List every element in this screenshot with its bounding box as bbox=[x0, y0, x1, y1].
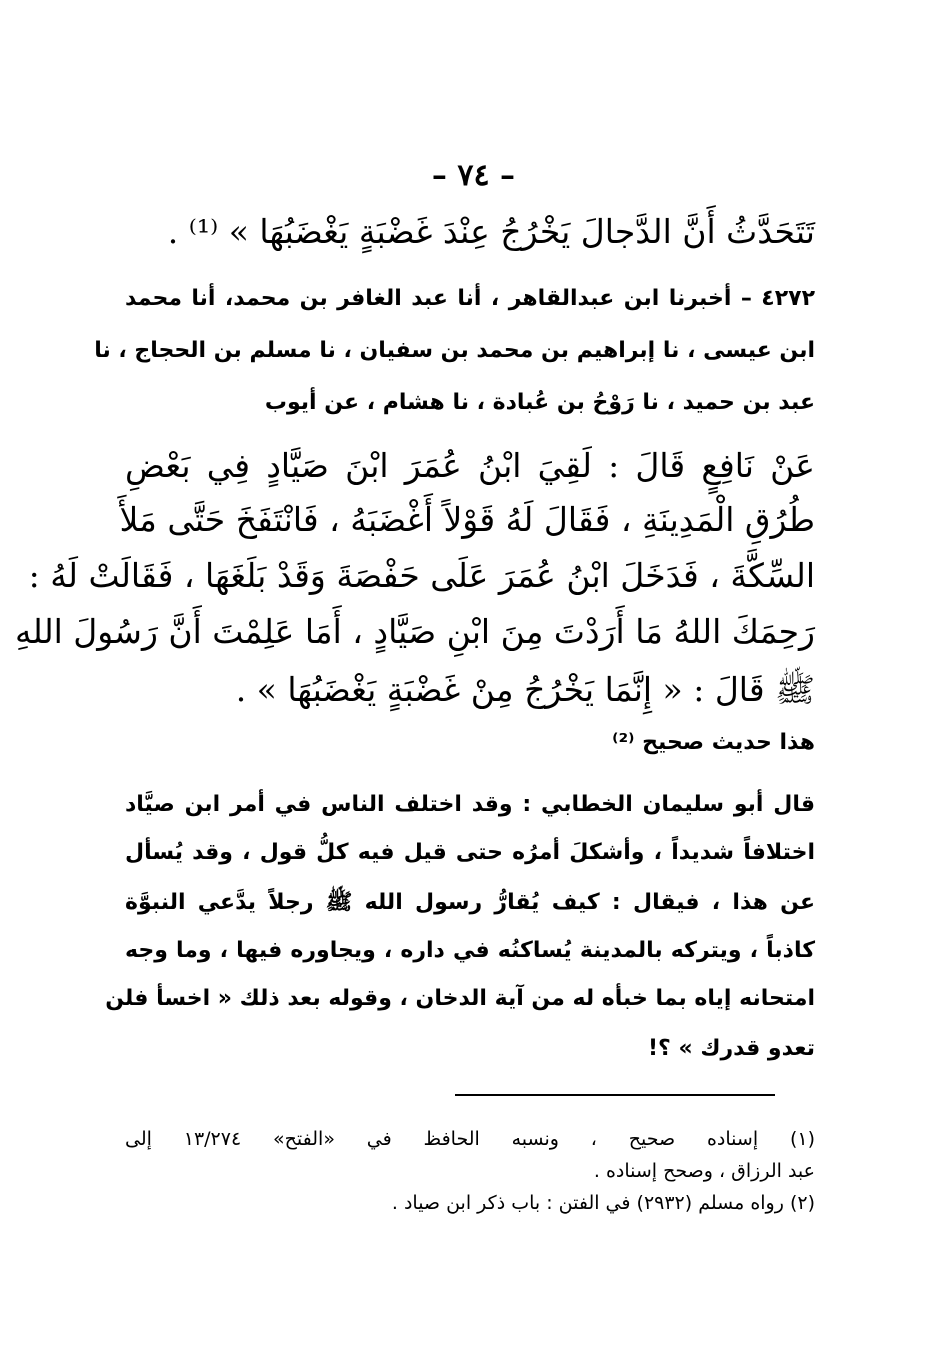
hadith-grading: هذا حديث صحيح ⁽²⁾ bbox=[612, 730, 815, 755]
commentary-line-3: عن هذا ، فيقال : كيف يُقارُّ رسول الله ﷺ رجلاً يدَّعي النبوَّة bbox=[125, 890, 815, 915]
isnad-line-2: ابن عيسى ، نا إبراهيم بن محمد بن سفيان ، نا مسلم بن الحجاج ، نا bbox=[94, 338, 815, 363]
matn-line-5: ﷺ قَالَ : « إِنَّمَا يَخْرُجُ مِنْ غَضْبَةٍ يَغْضَبُهَا » . bbox=[235, 670, 815, 709]
commentary-line-4: كاذباً ، ويتركه بالمدينة يُساكنُه في داره ، ويجاوره فيها ، وما وجه bbox=[125, 938, 815, 963]
matn-line-1: عَنْ نَافِعٍ قَالَ : لَقِيَ ابْنُ عُمَرَ ابْنَ صَيَّادٍ فِي بَعْضِ bbox=[125, 446, 815, 485]
footnote-divider bbox=[455, 1094, 775, 1096]
footnote-1-line-2: عبد الرزاق ، وصحح إسناده . bbox=[593, 1160, 815, 1182]
isnad-line-3: عبد بن حميد ، نا رَوْحُ بن عُبادة ، نا هشام ، عن أيوب bbox=[264, 390, 815, 415]
matn-line-3: السِّكَّةَ ، فَدَخَلَ ابْنُ عُمَرَ عَلَى حَفْصَةَ وَقَدْ بَلَغَهَا ، فَقَالَتْ لَهُ : bbox=[28, 556, 815, 595]
commentary-line-5: امتحانه إياه بما خبأه له من آية الدخان ، وقوله بعد ذلك « اخسأ فلن bbox=[105, 986, 815, 1011]
footnote-1-line-1: (١) إسناده صحيح ، ونسبه الحافظ في «الفتح» ١٣/٢٧٤ إلى bbox=[125, 1128, 816, 1150]
intro-line: تَتَحَدَّثُ أَنَّ الدَّجالَ يَخْرُجُ عِنْدَ غَضْبَةٍ يَغْضَبُهَا » ⁽¹⁾ . bbox=[167, 212, 815, 251]
footnote-2: (٢) رواه مسلم (٢٩٣٢) في الفتن : باب ذكر ابن صياد . bbox=[391, 1192, 815, 1214]
isnad-line-1: ٤٢٧٢ – أخبرنا ابن عبدالقاهر ، أنا عبد الغافر بن محمد، أنا محمد bbox=[125, 286, 815, 311]
matn-line-4: رَحِمَكَ اللهُ مَا أَرَدْتَ مِنَ ابْنِ صَيَّادٍ ، أَمَا عَلِمْتَ أَنَّ رَسُولَ اللهِ bbox=[14, 612, 815, 651]
page-number: – ٧٤ – bbox=[431, 158, 516, 193]
commentary-line-6: تعدو قدرك » ؟! bbox=[648, 1036, 815, 1061]
matn-line-2: طُرُقِ الْمَدِينَةِ ، فَقَالَ لَهُ قَوْلاً أَغْضَبَهُ ، فَانْتَفَخَ حَتَّى مَلأَ bbox=[119, 500, 815, 539]
commentary-line-1: قال أبو سليمان الخطابي : وقد اختلف الناس في أمر ابن صيَّاد bbox=[125, 792, 815, 817]
commentary-line-2: اختلافاً شديداً ، وأشكلَ أمرُه حتى قيل فيه كلُّ قول ، وقد يُسأل bbox=[125, 840, 815, 865]
